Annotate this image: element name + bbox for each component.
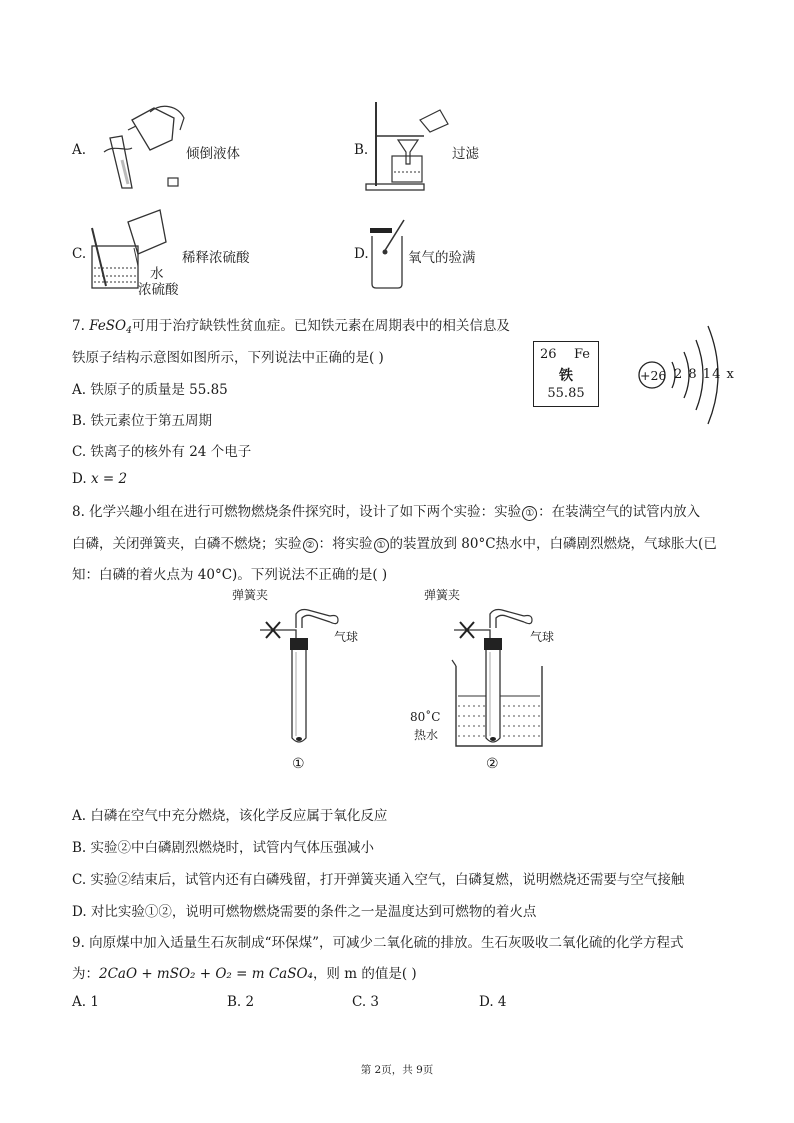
- q6-option-a-label: 倾倒液体: [186, 146, 240, 162]
- q9-stem-line1: 9. 向原煤中加入适量生石灰制成“环保煤”，可减少二氧化硫的排放。生石灰吸收二氧化硫的化学方程式: [72, 935, 684, 951]
- atomic-mass: 55.85: [547, 386, 585, 401]
- q9-option-d: D. 4: [479, 994, 507, 1010]
- q7-option-b: B. 铁元素位于第五周期: [72, 413, 213, 429]
- hot-water-label: 热水: [414, 728, 439, 742]
- water-temperature-label: 80˚C: [410, 710, 441, 724]
- balloon-label-2: 气球: [530, 630, 555, 644]
- q8-stem-line1: 8. 化学兴趣小组在进行可燃物燃烧条件探究时，设计了如下两个实验：实验 ① ：在装满空气的试管内放入: [72, 504, 701, 520]
- oxygen-test-figure: [368, 218, 410, 290]
- q8-option-d: D. 对比实验①②，说明可燃物燃烧需要的条件之一是温度达到可燃物的着火点: [72, 904, 537, 920]
- q6-option-c-label: 稀释浓硫酸: [182, 250, 250, 266]
- experiment-1-caption: ①: [292, 756, 305, 772]
- spring-clamp-label-1: 弹簧夹: [232, 588, 269, 602]
- conc-acid-label: 浓硫酸: [138, 282, 179, 298]
- q7-stem-line2: 铁原子结构示意图如图所示，下列说法中正确的是( ): [72, 350, 384, 366]
- q7-option-a: A. 铁原子的质量是 55.85: [72, 382, 228, 398]
- experiment-2-caption: ②: [486, 756, 499, 772]
- nucleus-charge: +26: [640, 368, 667, 383]
- filtration-figure: [364, 98, 450, 194]
- q6-option-b-label: 过滤: [452, 146, 479, 162]
- q9-stem-line2: 为：2CaO + mSO₂ + O₂ = m CaSO₄，则 m 的值是( ): [72, 966, 417, 982]
- q7-stem-line1: 7. FeSO$_4$可用于治疗缺铁性贫血症。已知铁元素在周期表中的相关信息及: [72, 318, 510, 336]
- balloon-label-1: 气球: [334, 630, 359, 644]
- q6-option-c-letter: C.: [72, 246, 87, 262]
- spring-clamp-label-2: 弹簧夹: [424, 588, 461, 602]
- water-label: 水: [150, 266, 164, 282]
- q7-option-c: C. 铁离子的核外有 24 个电子: [72, 444, 252, 460]
- q8-option-c: C. 实验②结束后，试管内还有白磷残留，打开弹簧夹通入空气，白磷复燃，说明燃烧还需要与空气接触: [72, 872, 685, 888]
- electron-shells: 2 8 14 x: [674, 367, 735, 382]
- q9-option-b: B. 2: [227, 994, 255, 1010]
- q8-stem-line2: 白磷，关闭弹簧夹，白磷不燃烧；实验 ② ：将实验 ① 的装置放到 80°C热水中，白磷剧烈燃烧，气球胀大(已: [72, 536, 717, 552]
- q6-option-d-label: 氧气的验满: [408, 250, 476, 266]
- q9-option-c: C. 3: [352, 994, 380, 1010]
- q6-option-d-letter: D.: [354, 246, 369, 262]
- q9-equation: 2CaO + mSO₂ + O₂ = m CaSO₄: [99, 966, 313, 982]
- element-name: 铁: [559, 368, 573, 384]
- pouring-liquid-figure: [92, 100, 190, 192]
- q6-option-a-letter: A.: [72, 142, 87, 158]
- element-symbol: Fe: [573, 347, 590, 362]
- q9-option-a: A. 1: [72, 994, 99, 1010]
- q6-option-b-letter: B.: [354, 142, 369, 158]
- atomic-number: 26: [540, 347, 557, 362]
- q8-stem-line3: 知：白磷的着火点为 40°C)。下列说法不正确的是( ): [72, 567, 388, 583]
- experiment-2-figure: [444, 600, 574, 750]
- page-footer: 第 2页，共 9页: [360, 1064, 434, 1076]
- experiment-1-figure: [250, 600, 370, 750]
- q7-option-d: D. x = 2: [72, 471, 128, 487]
- periodic-table-cell: [533, 341, 599, 407]
- q8-option-a: A. 白磷在空气中充分燃烧，该化学反应属于氧化反应: [72, 808, 388, 824]
- q8-option-b: B. 实验②中白磷剧烈燃烧时，试管内气体压强减小: [72, 840, 375, 856]
